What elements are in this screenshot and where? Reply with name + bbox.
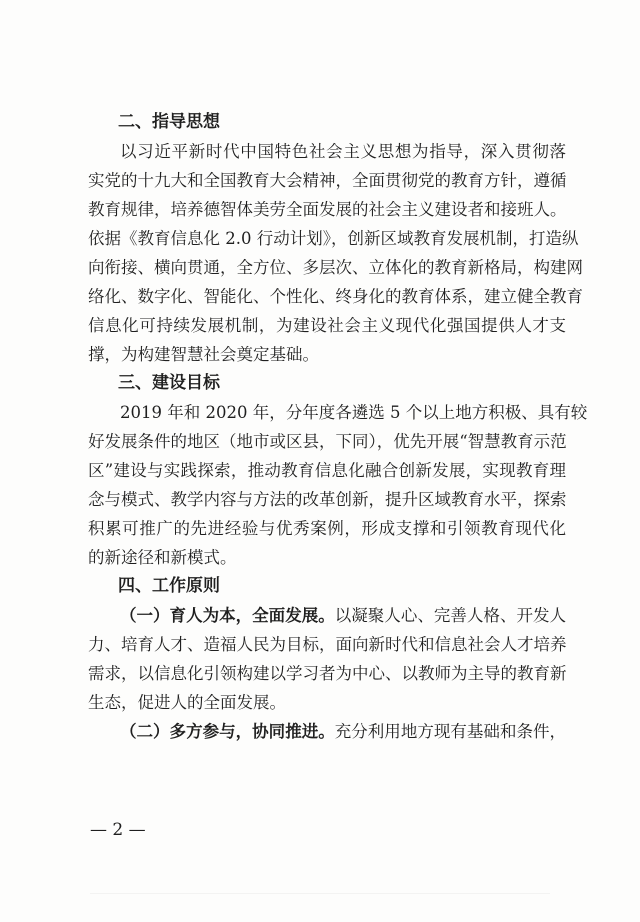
paragraph-line xyxy=(88,717,566,746)
paragraph-line: 以习近平新时代中国特色社会主义思想为指导，深入贯彻落 xyxy=(120,142,566,161)
paragraph-line: 好发展条件的地区（地市或区县，下同），优先开展“智慧教育示范 xyxy=(88,432,567,451)
principle-subtitle: （二）多方参与，协同推进。 xyxy=(120,722,335,741)
section-paragraph-construction-goals xyxy=(88,398,588,572)
paragraph-line: 生态，促进人的全面发展。 xyxy=(88,693,286,712)
section-heading-guiding-ideology: 二、指导思想 xyxy=(118,112,220,132)
paragraph-line: 依据《教育信息化 2.0 行动计划》，创新区域教育发展机制，打造纵 xyxy=(88,229,579,248)
paragraph-line: 向衔接、横向贯通，全方位、多层次、立体化的教育新格局，构建网 xyxy=(88,258,583,277)
section-heading-working-principles: 四、工作原则 xyxy=(118,576,220,596)
paragraph-line: 信息化可持续发展机制，为建设社会主义现代化强国提供人才支 xyxy=(88,316,566,335)
paragraph-line: 力、培育人才、造福人民为目标，面向新时代和信息社会人才培养 xyxy=(88,635,567,654)
paragraph-line: 实党的十九大和全国教育大会精神，全面贯彻党的教育方针，遵循 xyxy=(88,171,567,190)
paragraph-line: 络化、数字化、智能化、个性化、终身化的教育体系，建立健全教育 xyxy=(88,287,583,306)
principle-text: 以凝聚人心、完善人格、开发人 xyxy=(334,606,567,625)
paragraph-line: 积累可推广的先进经验与优秀案例，形成支撑和引领教育现代化 xyxy=(88,519,566,538)
paragraph-line: 需求，以信息化引领构建以学习者为中心、以教师为主导的教育新 xyxy=(88,664,567,683)
paragraph-line: 教育规律，培养德智体美劳全面发展的社会主义建设者和接班人。 xyxy=(88,200,567,219)
section-paragraph-working-principles xyxy=(88,601,566,717)
bottom-edge xyxy=(90,893,550,900)
paragraph-line: 的新途径和新模式。 xyxy=(88,548,237,567)
paragraph-line: 2019 年和 2020 年，分年度各遴选 5 个以上地方积极、具有较 xyxy=(120,403,588,422)
document-body xyxy=(88,108,588,746)
paragraph-line: 撑，为构建智慧社会奠定基础。 xyxy=(88,345,319,364)
partial-paragraph-multi-party xyxy=(88,717,566,746)
principle-subtitle: （一）育人为本，全面发展。 xyxy=(120,606,335,625)
paragraph-line: 区”建设与实践探索，推动教育信息化融合创新发展，实现教育理 xyxy=(88,461,566,480)
page-number: — 2 — xyxy=(90,820,146,840)
paragraph-line: 念与模式、教学内容与方法的改革创新，提升区域教育水平，探索 xyxy=(88,490,567,509)
paragraph-line xyxy=(88,601,566,630)
section-paragraph-guiding-ideology xyxy=(88,137,583,369)
principle-text: 充分利用地方现有基础和条件， xyxy=(334,722,567,741)
section-heading-construction-goals: 三、建设目标 xyxy=(118,373,220,393)
